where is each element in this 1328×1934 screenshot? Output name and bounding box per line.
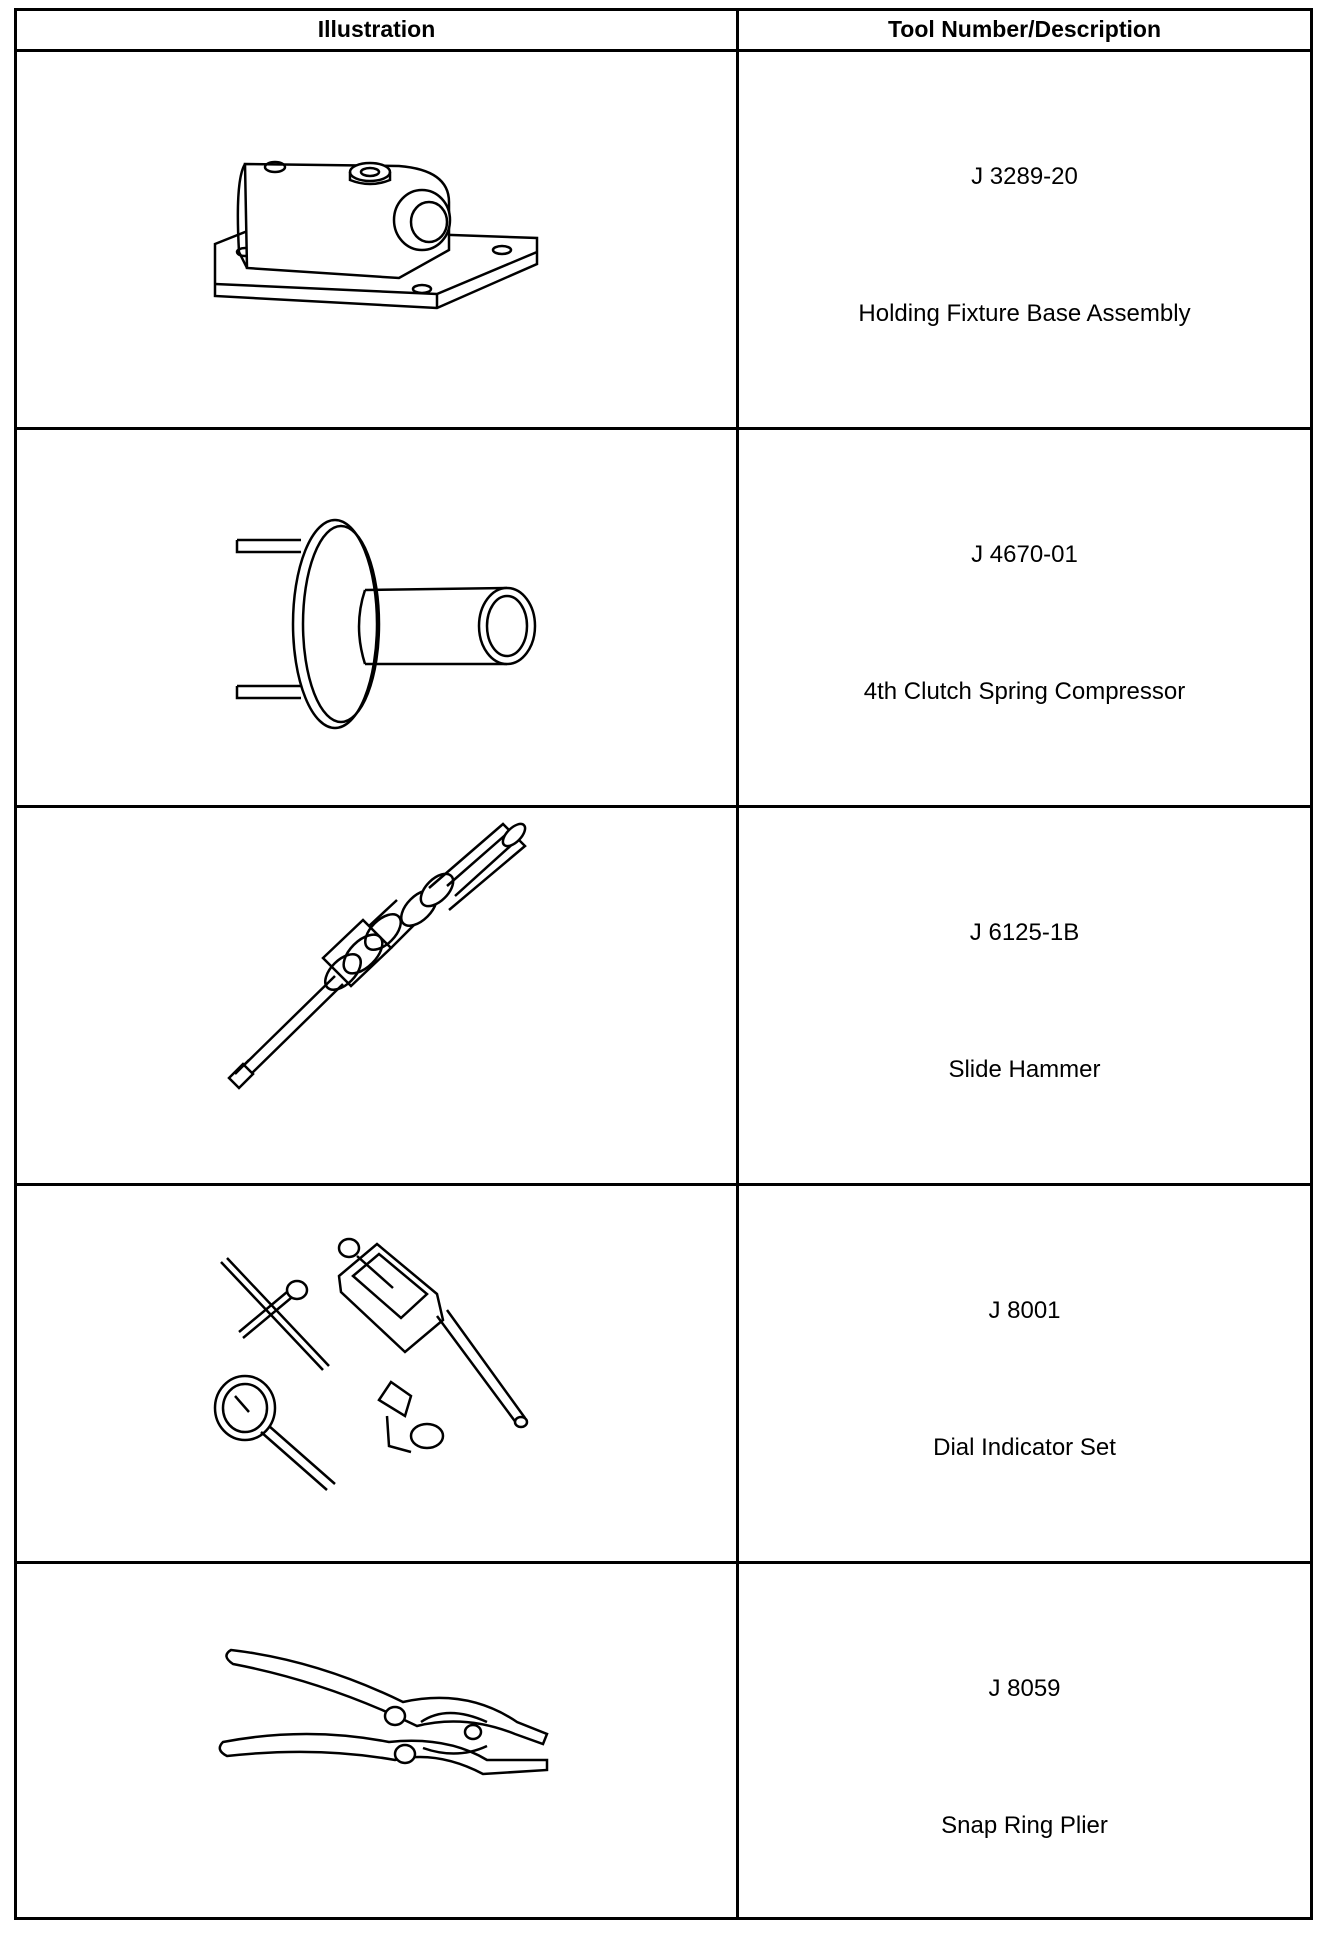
snap-ring-plier-icon [17, 1564, 736, 1917]
spring-compressor-icon [17, 430, 736, 805]
header-illustration: Illustration [317, 16, 436, 42]
table-row [17, 808, 1310, 1186]
tool-description: Slide Hammer [948, 1056, 1101, 1083]
table-row [17, 52, 1310, 430]
table-row [17, 1186, 1310, 1564]
tools-table [14, 8, 1313, 1920]
table-row [17, 430, 1310, 808]
tool-description: 4th Clutch Spring Compressor [863, 678, 1186, 705]
slide-hammer-icon [17, 808, 736, 1183]
holding-fixture-icon [17, 52, 736, 427]
tool-number: J 8001 [988, 1297, 1061, 1324]
tool-description: Holding Fixture Base Assembly [858, 300, 1191, 327]
tool-number: J 4670-01 [971, 541, 1078, 568]
table-header [17, 11, 1310, 52]
tool-description: Snap Ring Plier [941, 1812, 1108, 1839]
tool-number: J 8059 [988, 1675, 1061, 1702]
tool-number: J 3289-20 [971, 163, 1078, 190]
header-tool-number-description: Tool Number/Description [887, 16, 1162, 42]
tool-number: J 6125-1B [969, 919, 1080, 946]
dial-indicator-icon [17, 1186, 736, 1561]
tool-description: Dial Indicator Set [933, 1434, 1116, 1461]
table-row [17, 1564, 1310, 1917]
